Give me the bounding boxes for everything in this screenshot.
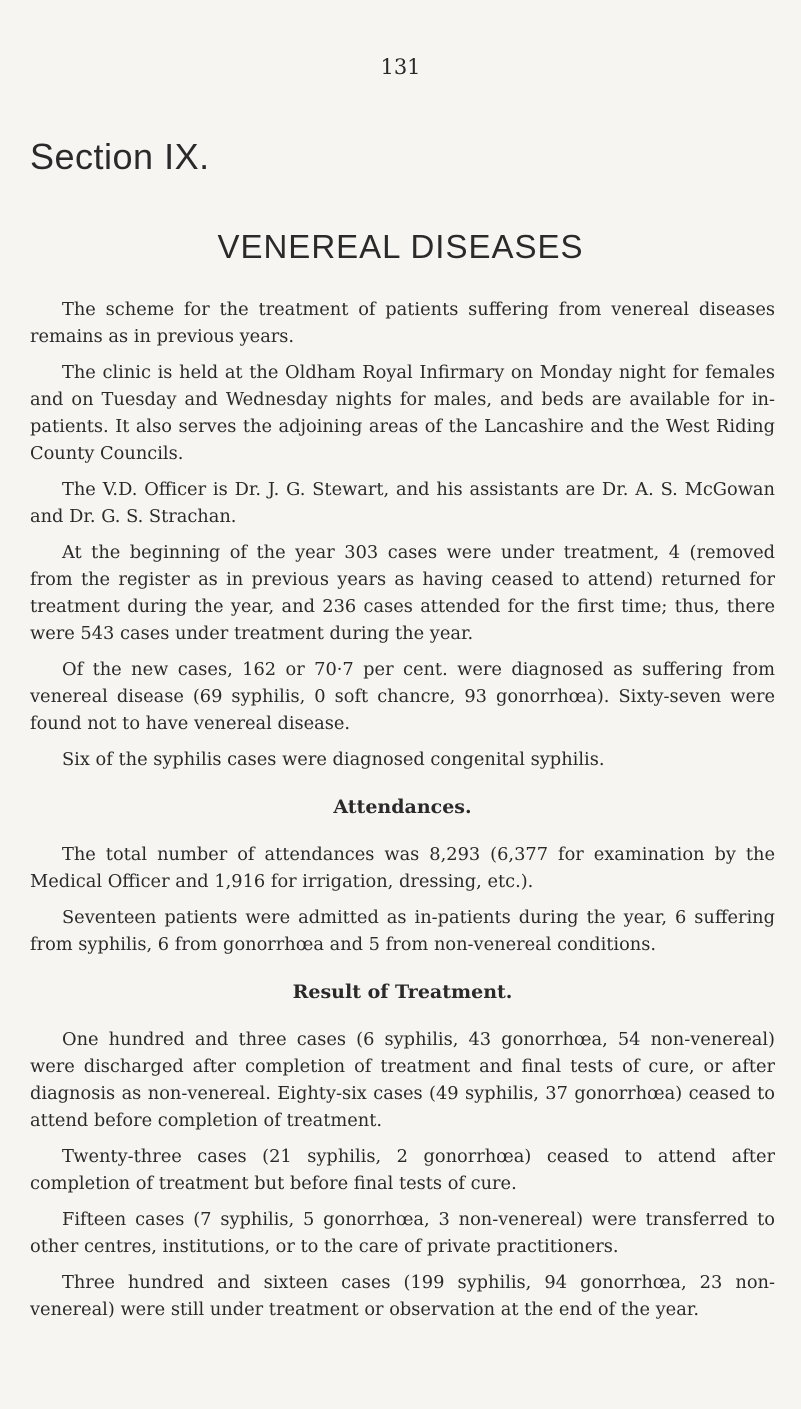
paragraph-case-counts: At the beginning of the year 303 cases were under treatment, 4 (removed from the register as in previous years as having ceased to attend) returned for treatment during the year, and 236 cases attended for the first time; thus, there were 543 cases under treatment during the year. bbox=[30, 542, 775, 644]
page-title: VENEREAL DISEASES bbox=[217, 228, 584, 265]
paragraph-transferred: Fifteen cases (7 syphilis, 5 gonorrhœa, 3 non-venereal) were transferred to other centres, institutions, or to the care of private practitioners. bbox=[30, 1209, 775, 1257]
paragraph-clinic: The clinic is held at the Oldham Royal Infirmary on Monday night for females and on Tuesday and Wednesday nights for males, and beds are available for in-patients. It also serves the adjoining areas of the Lancashire and the West Riding County Councils. bbox=[30, 362, 775, 464]
paragraph-discharged: One hundred and three cases (6 syphilis, 43 gonorrhœa, 54 non-venereal) were discharged after completion of treatment and final tests of cure, or after diagnosis as non-venereal. Eighty-six cases (49 syphilis, 37 gonorrhœa) ceased to attend before completion of treatment. bbox=[30, 1029, 775, 1131]
section-heading: Section IX. bbox=[30, 136, 210, 177]
paragraph-still-under-treatment: Three hundred and sixteen cases (199 syphilis, 94 gonorrhœa, 23 non-venereal) were still under treatment or observation at the end of the year. bbox=[30, 1272, 775, 1320]
result-of-treatment-heading: Result of Treatment. bbox=[292, 981, 513, 1003]
paragraph-in-patients: Seventeen patients were admitted as in-patients during the year, 6 suffering from syphilis, 6 from gonorrhœa and 5 from non-venereal conditions. bbox=[30, 907, 775, 955]
paragraph-new-cases: Of the new cases, 162 or 70·7 per cent. were diagnosed as suffering from venereal disease (69 syphilis, 0 soft chancre, 93 gonorrhœa). Sixty-seven were found not to have venereal disease. bbox=[30, 659, 775, 734]
paragraph-scheme: The scheme for the treatment of patients suffering from venereal diseases remains as in previous years. bbox=[30, 299, 775, 347]
page-number: 131 bbox=[380, 55, 421, 79]
paragraph-congenital: Six of the syphilis cases were diagnosed congenital syphilis. bbox=[62, 749, 605, 770]
paragraph-officer: The V.D. Officer is Dr. J. G. Stewart, and his assistants are Dr. A. S. McGowan and Dr. G. S. Strachan. bbox=[30, 479, 775, 527]
attendances-heading: Attendances. bbox=[333, 796, 472, 818]
paragraph-attendance-total: The total number of attendances was 8,293 (6,377 for examination by the Medical Officer and 1,916 for irrigation, dressing, etc.). bbox=[30, 844, 775, 892]
paragraph-ceased-attend: Twenty-three cases (21 syphilis, 2 gonorrhœa) ceased to attend after completion of treatment but before final tests of cure. bbox=[30, 1146, 775, 1194]
document-body bbox=[30, 296, 775, 1332]
